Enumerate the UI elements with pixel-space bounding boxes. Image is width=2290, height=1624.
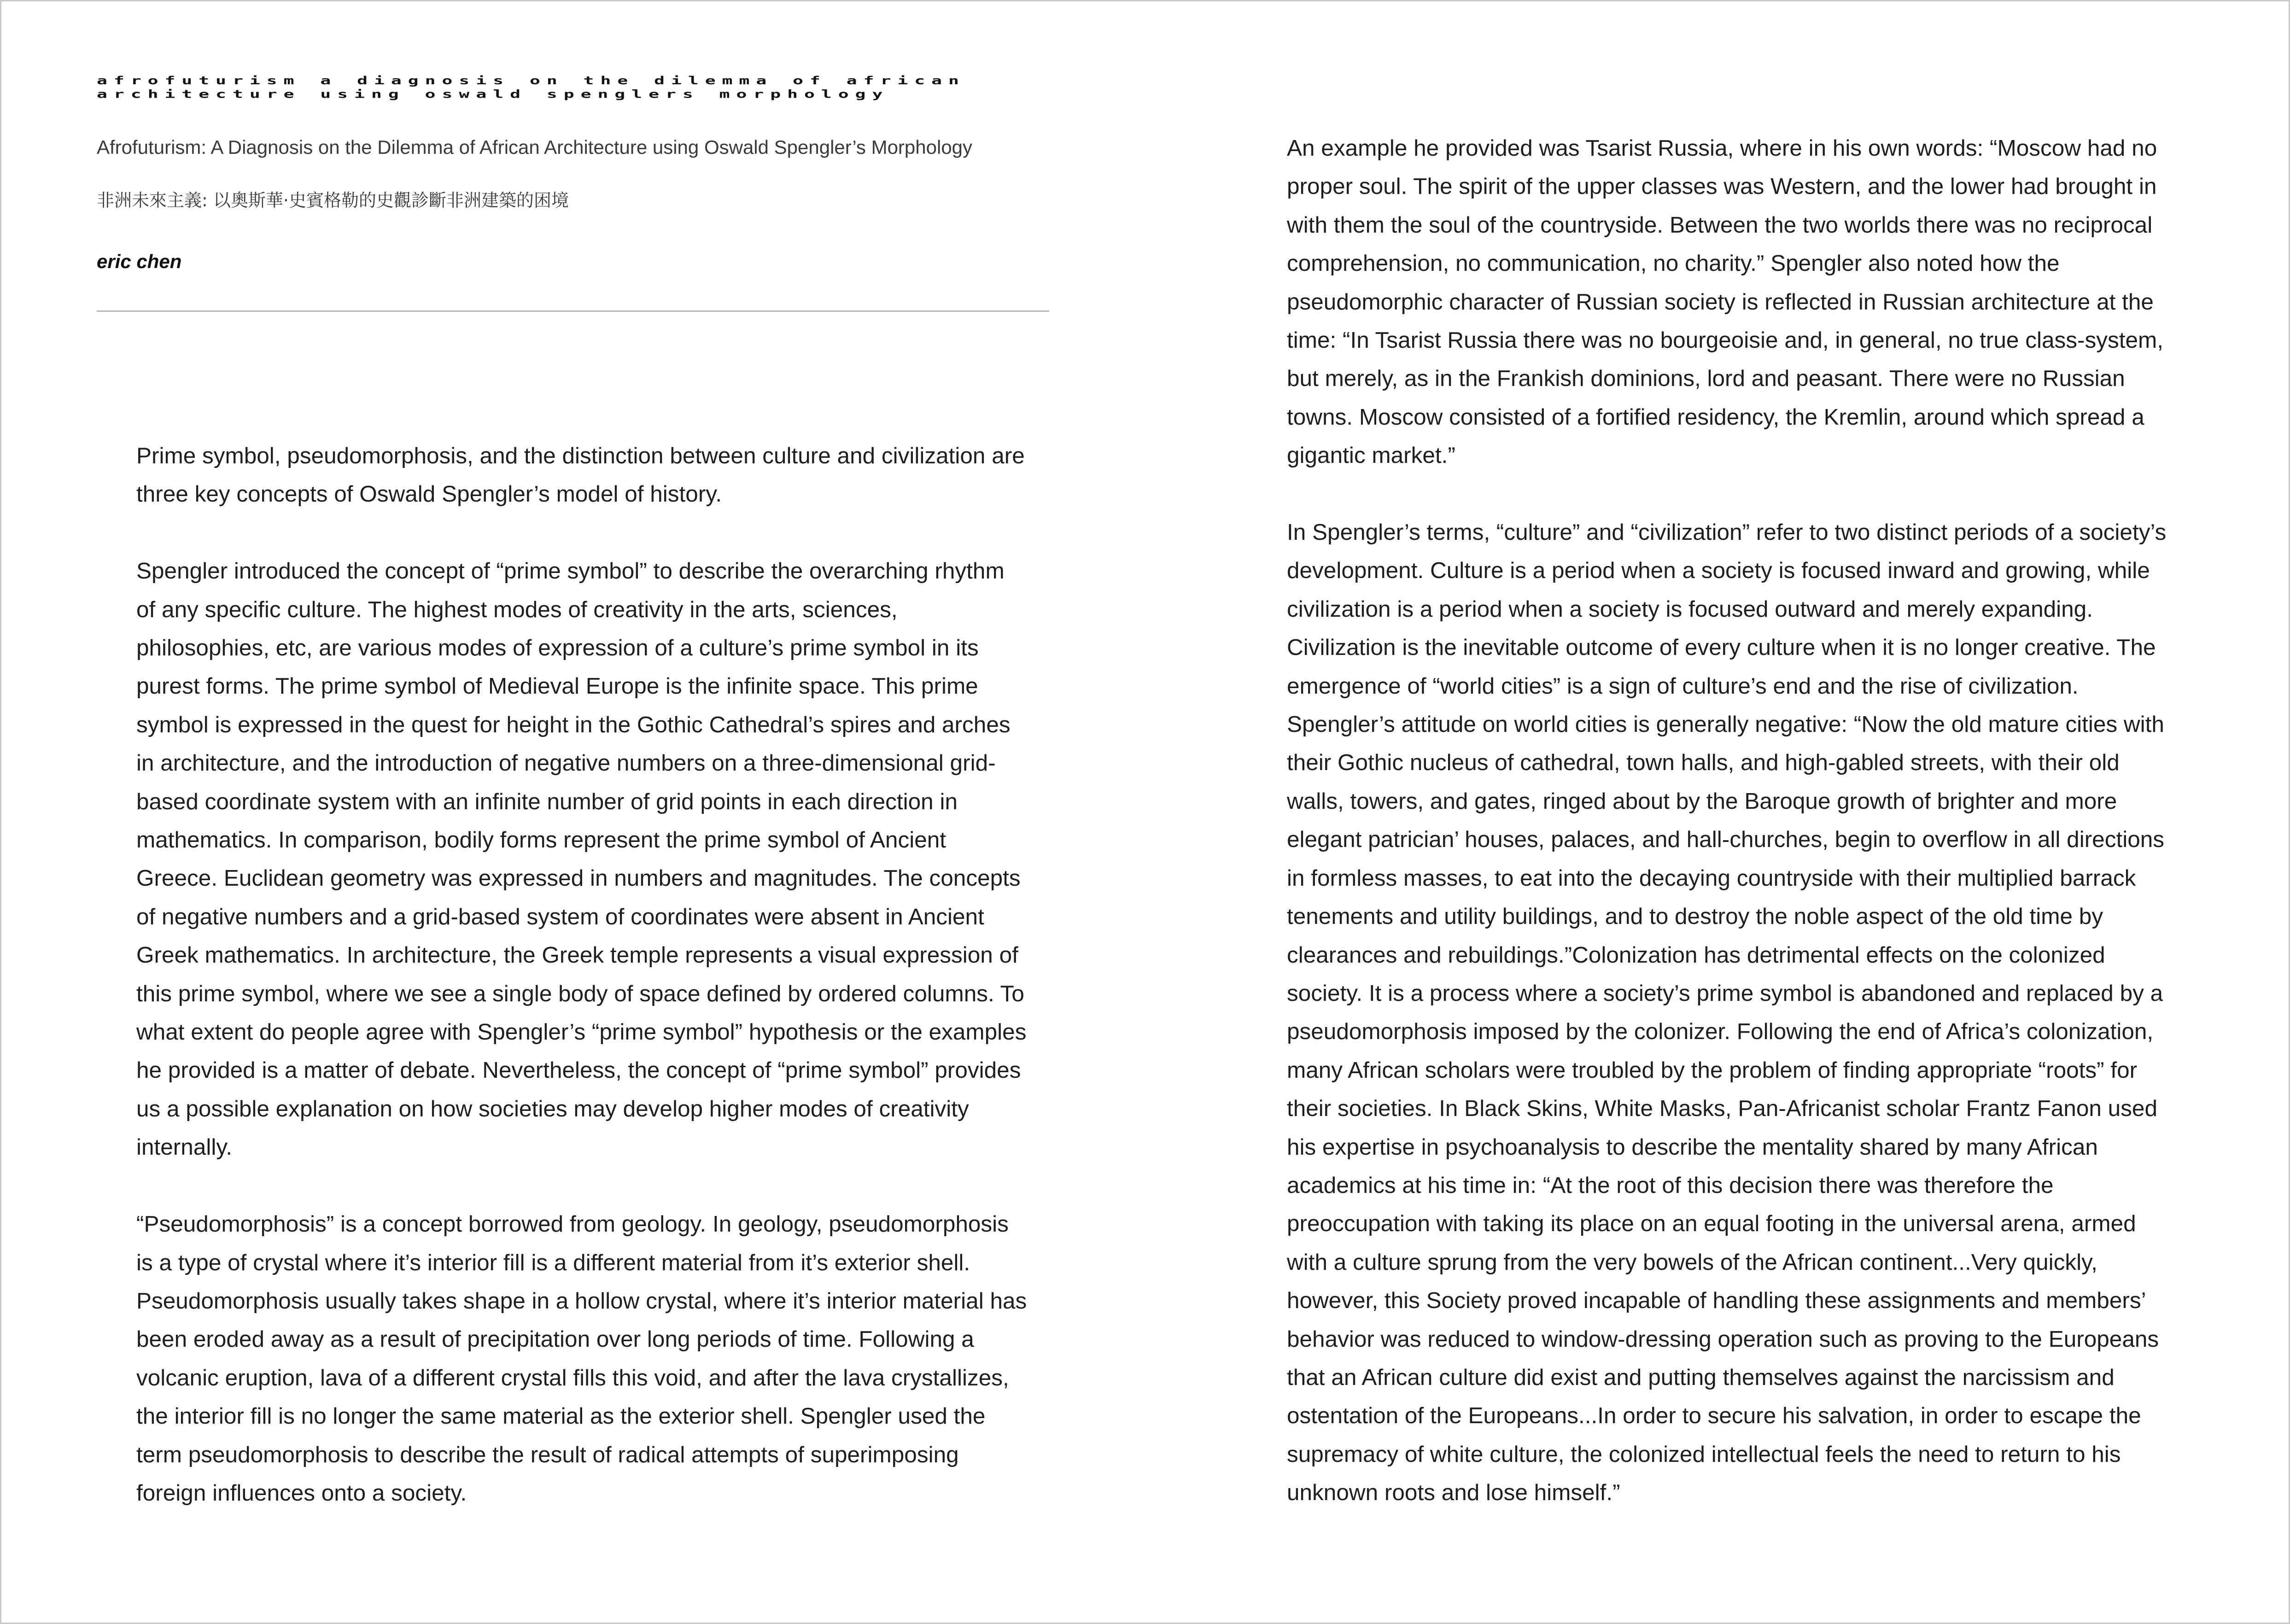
article-header bbox=[97, 74, 1050, 312]
paragraph: An example he provided was Tsarist Russia, where in his own words: “Moscow had no proper soul. The spirit of the upper classes was Western, and the lower had brought in with them the soul of the countryside. Between the two worlds there was no reciprocal comprehension, no communication, no charity.” Spengler also noted how the pseudomorphic character of Russian society is reflected in Russian architecture at the time: “In Tsarist Russia there was no bourgeoisie and, in general, no true class-system, but merely, as in the Frankish dominions, lord and peasant. There were no Russian towns. Moscow consisted of a fortified residency, the Kremlin, around which spread a gigantic market.” bbox=[1287, 135, 2163, 468]
subtitle-chinese: 非洲未來主義: 以奧斯華·史賓格勒的史觀診斷非洲建築的困境 bbox=[97, 190, 569, 210]
right-column bbox=[1287, 129, 2178, 1550]
subtitle-english: Afrofuturism: A Diagnosis on the Dilemma of African Architecture using Oswald Spengler’s Morphology bbox=[97, 136, 973, 158]
left-column bbox=[136, 437, 1028, 1551]
display-title: afrofuturism a diagnosis on the dilemma of african architecture using oswald spenglers morphology bbox=[97, 74, 965, 101]
paragraph: Spengler introduced the concept of “prime symbol” to describe the overarching rhythm of any specific culture. The highest modes of creativity in the arts, sciences, philosophies, etc, are various modes of expression of a culture’s prime symbol in its purest forms. The prime symbol of Medieval Europe is the infinite space. This prime symbol is expressed in the quest for height in the Gothic Cathedral’s spires and arches in architecture, and the introduction of negative numbers on a three-dimensional grid-based coordinate system with an infinite number of grid points in each direction in mathematics. In comparison, bodily forms represent the prime symbol of Ancient Greece. Euclidean geometry was expressed in numbers and magnitudes. The concepts of negative numbers and a grid-based system of coordinates were absent in Ancient Greek mathematics. In architecture, the Greek temple represents a visual expression of this prime symbol, where we see a single body of space defined by ordered columns. To what extent do people agree with Spengler’s “prime symbol” hypothesis or the examples he provided is a matter of debate. Nevertheless, the concept of “prime symbol” provides us a possible explanation on how societies may develop higher modes of creativity internally. bbox=[136, 558, 1027, 1160]
paragraph: Prime symbol, pseudomorphosis, and the distinction between culture and civilization are three key concepts of Oswald Spengler’s model of history. bbox=[136, 443, 1025, 507]
paragraph: “Pseudomorphosis” is a concept borrowed from geology. In geology, pseudomorphosis is a type of crystal where it’s interior fill is a different material from it’s exterior shell. Pseudomorphosis usually takes shape in a hollow crystal, where it’s interior material has been eroded away as a result of precipitation over long periods of time. Following a volcanic eruption, lava of a different crystal fills this void, and after the lava crystallizes, the interior fill is no longer the same material as the exterior shell. Spengler used the term pseudomorphosis to describe the result of radical attempts of superimposing foreign influences onto a society. bbox=[136, 1211, 1027, 1506]
paragraph: In Spengler’s terms, “culture” and “civilization” refer to two distinct periods of a society’s development. Culture is a period when a society is focused inward and growing, while civilization is a period when a society is focused outward and merely expanding. Civilization is the inevitable outcome of every culture when it is no longer creative. The emergence of “world cities” is a sign of culture’s end and the rise of civilization. Spengler’s attitude on world cities is generally negative: “Now the old mature cities with their Gothic nucleus of cathedral, town halls, and high-gabled streets, with their old walls, towers, and gates, ringed about by the Baroque growth of brighter and more elegant patrician’ houses, palaces, and hall-churches, begin to overflow in all directions in formless masses, to eat into the decaying countryside with their multiplied barrack tenements and utility buildings, and to destroy the noble aspect of the old time by clearances and rebuildings.”Colonization has detrimental effects on the colonized society. It is a process where a society’s prime symbol is abandoned and replaced by a pseudomorphosis imposed by the colonizer. Following the end of Africa’s colonization, many African scholars were troubled by the problem of finding appropriate “roots” for their societies. In Black Skins, White Masks, Pan-Africanist scholar Frantz Fanon used his expertise in psychoanalysis to describe the mentality shared by many African academics at his time in: “At the root of this decision there was therefore the preoccupation with taking its place on an equal footing in the universal arena, armed with a culture sprung from the very bowels of the African continent...Very quickly, however, this Society proved incapable of handling these assignments and members’ behavior was reduced to window-dressing operation such as proving to the Europeans that an African culture did exist and putting themselves against the narcissism and ostentation of the Europeans...In order to secure his salvation, in order to escape the supremacy of white culture, the colonized intellectual feels the need to return to his unknown roots and lose himself.” bbox=[1287, 520, 2167, 1506]
author-name: eric chen bbox=[97, 251, 182, 272]
header-divider bbox=[97, 310, 1049, 312]
